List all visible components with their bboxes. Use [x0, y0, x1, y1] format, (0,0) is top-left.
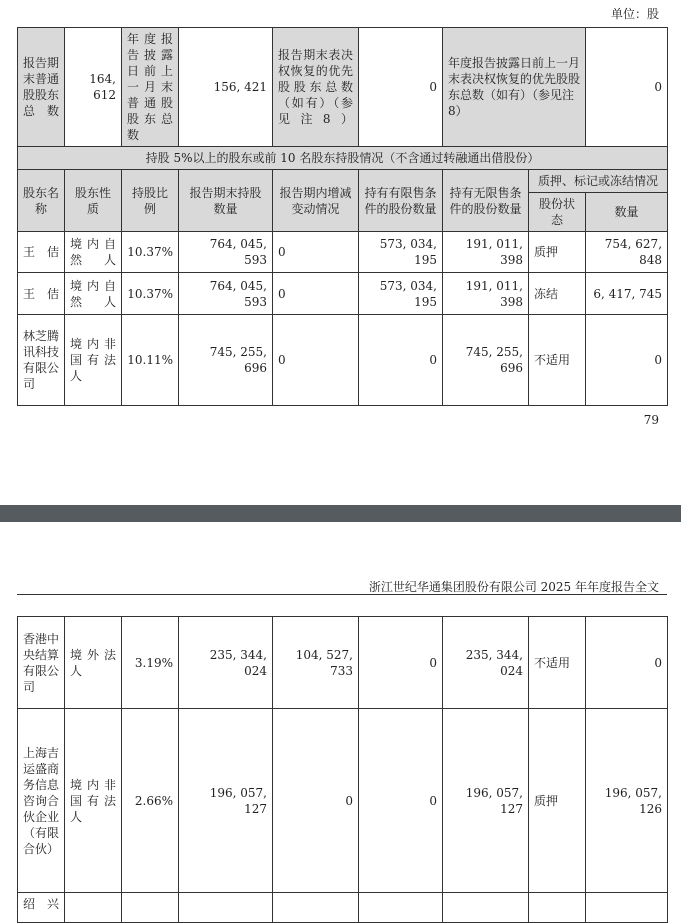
shareholder-table-page-79: [17, 27, 668, 406]
table-row: [18, 315, 668, 406]
cell-shares: 745, 255, 696: [179, 315, 273, 406]
cell-nature: 境内自然人: [65, 273, 122, 315]
cell-name: 林芝腾讯科技有限公司: [18, 315, 65, 406]
cell-name: 上海吉运盛商务信息咨询合伙企业（有限合伙）: [18, 709, 65, 893]
cell-name: 香港中央结算有限公司: [18, 617, 65, 709]
table-row-partial: [18, 893, 668, 923]
cell-nature: 境内非国有法人: [65, 315, 122, 406]
cell-qty: [586, 893, 668, 923]
cell-ratio: 3.19%: [122, 617, 179, 709]
cell-ratio: 2.66%: [122, 709, 179, 893]
cell-restricted: [359, 893, 443, 923]
cell-shares: 235, 344, 024: [179, 617, 273, 709]
cell-change: [273, 893, 359, 923]
cell-qty: 6, 417, 745: [586, 273, 668, 315]
cell-qty: 754, 627, 848: [586, 232, 668, 273]
col-header-name: 股东名称: [18, 170, 65, 232]
section-title-row: [18, 147, 668, 170]
page-separator: [0, 505, 681, 522]
col-header-pledge-group: 质押、标记或冻结情况: [529, 170, 668, 193]
col-header-change: 报告期内增减变动情况: [273, 170, 359, 232]
cell-ratio: 10.37%: [122, 273, 179, 315]
cell-nature: 境内自然人: [65, 232, 122, 273]
col-header-status: 股份状态: [529, 193, 586, 232]
col-header-unrestricted: 持有无限售条件的股份数量: [443, 170, 529, 232]
page-number: 79: [643, 413, 659, 427]
summary-header-prior-month-preferred: 年度报告披露日前上一月末表决权恢复的优先股股东总数（如有）（参见注8）: [443, 28, 586, 147]
cell-status: 不适用: [529, 315, 586, 406]
summary-value-prior-month-preferred: 0: [586, 28, 668, 147]
cell-change: 0: [273, 273, 359, 315]
summary-value-preferred-holders: 0: [359, 28, 443, 147]
cell-unrestricted: [443, 893, 529, 923]
shareholder-table-page-80: [17, 616, 668, 923]
section-title: 持股 5%以上的股东或前 10 名股东持股情况（不含通过转融通出借股份）: [18, 147, 668, 170]
cell-change: 104, 527, 733: [273, 617, 359, 709]
table-row: [18, 709, 668, 893]
col-header-ratio: 持股比例: [122, 170, 179, 232]
cell-unrestricted: 235, 344, 024: [443, 617, 529, 709]
cell-qty: 0: [586, 315, 668, 406]
cell-ratio: 10.37%: [122, 232, 179, 273]
summary-value-total-holders: 164, 612: [65, 28, 122, 147]
cell-restricted: 573, 034, 195: [359, 273, 443, 315]
cell-nature: 境外法人: [65, 617, 122, 709]
col-header-nature: 股东性质: [65, 170, 122, 232]
summary-header-total-holders: 报告期末普通股股东总数: [18, 28, 65, 147]
col-header-restricted: 持有有限售条件的股份数量: [359, 170, 443, 232]
cell-restricted: 0: [359, 617, 443, 709]
page-80: [0, 522, 681, 911]
cell-change: 0: [273, 709, 359, 893]
cell-qty: 0: [586, 617, 668, 709]
unit-label: 单位：股: [610, 7, 659, 21]
summary-header-preferred-holders: 报告期末表决权恢复的优先股股东总数（如有）（参见注8）: [273, 28, 359, 147]
cell-nature: 境内非国有法人: [65, 709, 122, 893]
table-row: [18, 232, 668, 273]
cell-status: 冻结: [529, 273, 586, 315]
cell-ratio: [122, 893, 179, 923]
cell-shares: 764, 045, 593: [179, 273, 273, 315]
cell-name: 王佶: [18, 232, 65, 273]
cell-status: [529, 893, 586, 923]
cell-qty: 196, 057, 126: [586, 709, 668, 893]
cell-restricted: 573, 034, 195: [359, 232, 443, 273]
cell-shares: 764, 045, 593: [179, 232, 273, 273]
cell-restricted: 0: [359, 315, 443, 406]
header-rule: [17, 594, 667, 595]
cell-shares: [179, 893, 273, 923]
cell-unrestricted: 191, 011, 398: [443, 273, 529, 315]
column-header-row-1: [18, 170, 668, 193]
col-header-qty: 数量: [586, 193, 668, 232]
cell-unrestricted: 191, 011, 398: [443, 232, 529, 273]
table-row: [18, 617, 668, 709]
table-row: [18, 273, 668, 315]
cell-status: 质押: [529, 709, 586, 893]
col-header-shares: 报告期末持股数量: [179, 170, 273, 232]
cell-change: 0: [273, 315, 359, 406]
cell-status: 质押: [529, 232, 586, 273]
cell-shares: 196, 057, 127: [179, 709, 273, 893]
running-header: 浙江世纪华通集团股份有限公司 2025 年年度报告全文: [368, 580, 659, 594]
cell-change: 0: [273, 232, 359, 273]
cell-unrestricted: 196, 057, 127: [443, 709, 529, 893]
summary-row: [18, 28, 668, 147]
cell-status: 不适用: [529, 617, 586, 709]
cell-restricted: 0: [359, 709, 443, 893]
summary-value-prior-month-holders: 156, 421: [179, 28, 273, 147]
cell-name: 绍兴: [18, 893, 65, 923]
cell-ratio: 10.11%: [122, 315, 179, 406]
cell-name: 王佶: [18, 273, 65, 315]
cell-nature: [65, 893, 122, 923]
summary-header-prior-month-holders: 年度报告披露日前上一月末普通股股东总数: [122, 28, 179, 147]
cell-unrestricted: 745, 255, 696: [443, 315, 529, 406]
